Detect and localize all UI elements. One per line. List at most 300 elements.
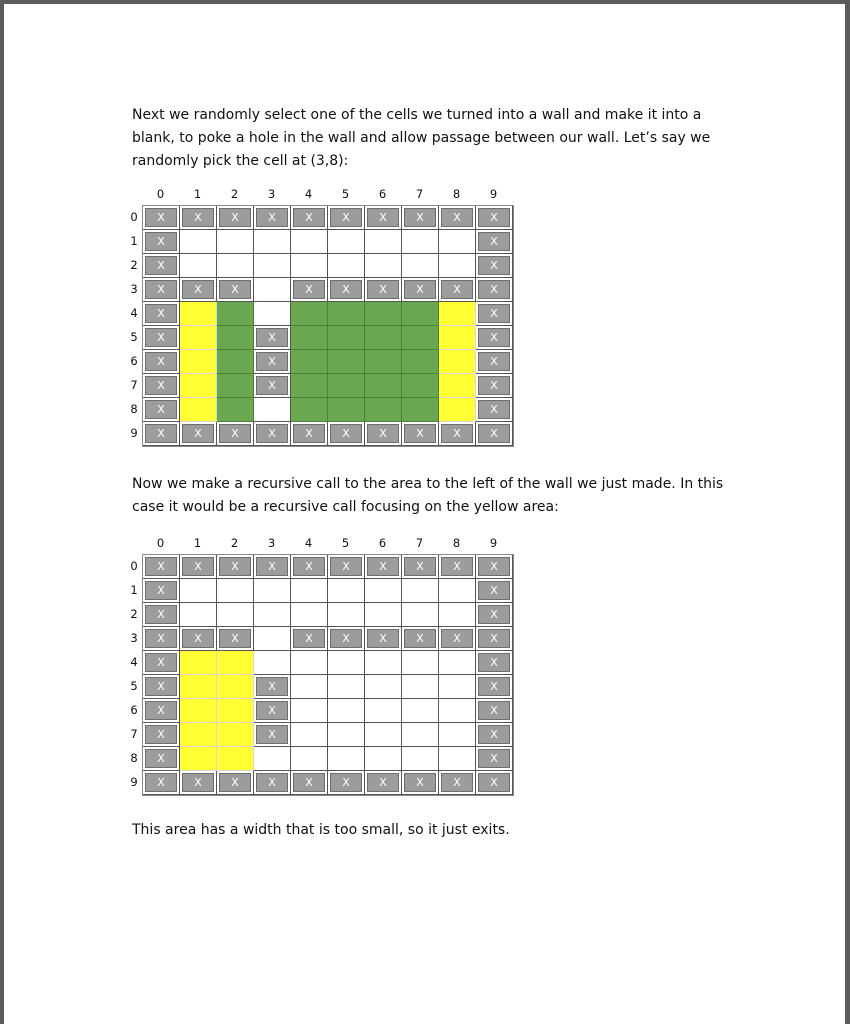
blank-cell xyxy=(365,603,402,627)
green-area-cell xyxy=(328,326,365,350)
wall-cell xyxy=(476,771,513,795)
row-label: 2 xyxy=(130,607,138,621)
blank-cell xyxy=(439,723,476,747)
yellow-area-cell xyxy=(439,350,476,374)
green-area-cell xyxy=(365,302,402,326)
wall-cell xyxy=(254,771,291,795)
blank-cell xyxy=(365,723,402,747)
wall-mark: X xyxy=(256,352,288,371)
wall-cell xyxy=(180,771,217,795)
yellow-area-cell xyxy=(180,374,217,398)
wall-mark: X xyxy=(293,629,325,648)
yellow-area-cell xyxy=(439,302,476,326)
wall-mark: X xyxy=(145,605,177,624)
wall-mark: X xyxy=(441,557,473,576)
green-area-cell xyxy=(328,398,365,422)
wall-mark: X xyxy=(404,208,436,227)
wall-mark: X xyxy=(219,280,251,299)
row-label: 0 xyxy=(130,559,138,573)
wall-cell xyxy=(143,302,180,326)
blank-cell xyxy=(254,278,291,302)
wall-cell xyxy=(143,555,180,579)
blank-cell xyxy=(180,254,217,278)
wall-cell xyxy=(291,278,328,302)
column-label: 4 xyxy=(304,187,313,201)
blank-cell xyxy=(365,651,402,675)
wall-mark: X xyxy=(145,581,177,600)
wall-cell xyxy=(217,555,254,579)
yellow-area-cell xyxy=(180,326,217,350)
wall-mark: X xyxy=(478,701,510,720)
yellow-area-cell xyxy=(180,398,217,422)
grid-board xyxy=(142,205,514,447)
green-area-cell xyxy=(291,326,328,350)
wall-mark: X xyxy=(367,629,399,648)
paragraph-line: Next we randomly select one of the cells we turned into a wall and make it into a xyxy=(132,107,702,123)
wall-cell xyxy=(143,651,180,675)
wall-cell xyxy=(291,627,328,651)
wall-mark: X xyxy=(478,653,510,672)
blank-cell xyxy=(328,579,365,603)
wall-mark: X xyxy=(293,424,325,443)
wall-mark: X xyxy=(219,208,251,227)
wall-cell xyxy=(180,206,217,230)
wall-mark: X xyxy=(404,280,436,299)
wall-mark: X xyxy=(367,557,399,576)
wall-cell xyxy=(217,206,254,230)
green-area-cell xyxy=(328,374,365,398)
blank-cell xyxy=(328,675,365,699)
wall-cell xyxy=(143,579,180,603)
wall-mark: X xyxy=(256,376,288,395)
column-label: 2 xyxy=(230,536,239,550)
column-label: 8 xyxy=(452,536,461,550)
wall-mark: X xyxy=(256,208,288,227)
blank-cell xyxy=(439,699,476,723)
wall-mark: X xyxy=(478,376,510,395)
blank-cell xyxy=(365,579,402,603)
wall-cell xyxy=(143,326,180,350)
blank-cell xyxy=(439,254,476,278)
wall-cell xyxy=(291,422,328,446)
wall-mark: X xyxy=(145,677,177,696)
yellow-area-cell xyxy=(180,675,217,699)
wall-cell xyxy=(143,230,180,254)
wall-mark: X xyxy=(219,424,251,443)
blank-cell xyxy=(254,651,291,675)
column-label: 7 xyxy=(415,187,424,201)
row-label: 5 xyxy=(130,330,138,344)
wall-mark: X xyxy=(478,208,510,227)
blank-cell xyxy=(402,254,439,278)
blank-cell xyxy=(439,675,476,699)
blank-cell xyxy=(402,699,439,723)
column-label: 4 xyxy=(304,536,313,550)
wall-cell xyxy=(365,555,402,579)
wall-cell xyxy=(439,771,476,795)
blank-cell xyxy=(254,254,291,278)
blank-cell xyxy=(328,699,365,723)
blank-cell xyxy=(254,230,291,254)
wall-mark: X xyxy=(145,328,177,347)
wall-cell xyxy=(217,422,254,446)
wall-mark: X xyxy=(478,629,510,648)
wall-cell xyxy=(476,747,513,771)
yellow-area-cell xyxy=(180,723,217,747)
wall-cell xyxy=(254,326,291,350)
wall-cell xyxy=(476,206,513,230)
wall-cell xyxy=(402,555,439,579)
wall-mark: X xyxy=(293,773,325,792)
row-label: 8 xyxy=(130,402,138,416)
blank-cell xyxy=(254,398,291,422)
wall-mark: X xyxy=(404,629,436,648)
blank-cell xyxy=(365,699,402,723)
yellow-area-cell xyxy=(217,747,254,771)
wall-mark: X xyxy=(441,208,473,227)
wall-cell xyxy=(476,723,513,747)
wall-mark: X xyxy=(145,208,177,227)
wall-cell xyxy=(180,278,217,302)
blank-cell xyxy=(291,230,328,254)
wall-cell xyxy=(254,723,291,747)
green-area-cell xyxy=(365,350,402,374)
wall-mark: X xyxy=(256,328,288,347)
wall-mark: X xyxy=(478,581,510,600)
wall-cell xyxy=(254,555,291,579)
wall-cell xyxy=(328,422,365,446)
blank-cell xyxy=(328,603,365,627)
wall-cell xyxy=(476,579,513,603)
yellow-area-cell xyxy=(217,675,254,699)
green-area-cell xyxy=(291,398,328,422)
green-area-cell xyxy=(402,374,439,398)
wall-cell xyxy=(365,206,402,230)
wall-cell xyxy=(291,771,328,795)
row-label: 3 xyxy=(130,282,138,296)
blank-cell xyxy=(180,603,217,627)
column-label: 6 xyxy=(378,536,387,550)
wall-cell xyxy=(476,422,513,446)
green-area-cell xyxy=(291,374,328,398)
blank-cell xyxy=(217,254,254,278)
wall-cell xyxy=(291,555,328,579)
grid-board xyxy=(142,554,514,796)
maze-grid-1 xyxy=(128,187,528,445)
yellow-area-cell xyxy=(180,651,217,675)
wall-cell xyxy=(143,422,180,446)
yellow-area-cell xyxy=(217,723,254,747)
wall-mark: X xyxy=(478,256,510,275)
wall-cell xyxy=(476,254,513,278)
blank-cell xyxy=(217,579,254,603)
wall-cell xyxy=(143,723,180,747)
wall-cell xyxy=(143,278,180,302)
green-area-cell xyxy=(402,326,439,350)
paragraph-line: blank, to poke a hole in the wall and allow passage between our wall. Let’s say we xyxy=(132,130,711,146)
wall-cell xyxy=(328,278,365,302)
wall-mark: X xyxy=(219,773,251,792)
wall-cell xyxy=(439,555,476,579)
wall-cell xyxy=(476,326,513,350)
blank-cell xyxy=(402,230,439,254)
yellow-area-cell xyxy=(439,374,476,398)
blank-cell xyxy=(402,675,439,699)
paragraph-intro xyxy=(132,104,752,173)
blank-cell xyxy=(291,699,328,723)
wall-mark: X xyxy=(182,280,214,299)
wall-mark: X xyxy=(293,280,325,299)
wall-cell xyxy=(476,302,513,326)
wall-mark: X xyxy=(478,773,510,792)
yellow-area-cell xyxy=(180,302,217,326)
wall-mark: X xyxy=(404,557,436,576)
wall-mark: X xyxy=(256,424,288,443)
column-label: 5 xyxy=(341,536,350,550)
paragraph-line: randomly pick the cell at (3,8): xyxy=(132,153,349,169)
wall-cell xyxy=(476,374,513,398)
row-label: 1 xyxy=(130,583,138,597)
column-label: 9 xyxy=(489,187,498,201)
green-area-cell xyxy=(217,398,254,422)
column-label: 8 xyxy=(452,187,461,201)
wall-mark: X xyxy=(478,749,510,768)
wall-cell xyxy=(365,771,402,795)
wall-cell xyxy=(143,206,180,230)
row-label: 0 xyxy=(130,210,138,224)
wall-cell xyxy=(476,627,513,651)
row-label: 3 xyxy=(130,631,138,645)
row-label: 9 xyxy=(130,775,138,789)
wall-mark: X xyxy=(478,605,510,624)
wall-cell xyxy=(180,627,217,651)
blank-cell xyxy=(291,254,328,278)
wall-mark: X xyxy=(256,773,288,792)
yellow-area-cell xyxy=(439,326,476,350)
wall-cell xyxy=(143,350,180,374)
wall-cell xyxy=(476,278,513,302)
blank-cell xyxy=(291,675,328,699)
column-label: 7 xyxy=(415,536,424,550)
blank-cell xyxy=(291,651,328,675)
wall-mark: X xyxy=(256,677,288,696)
blank-cell xyxy=(439,603,476,627)
column-label: 3 xyxy=(267,536,276,550)
yellow-area-cell xyxy=(217,699,254,723)
wall-cell xyxy=(439,278,476,302)
green-area-cell xyxy=(217,326,254,350)
wall-cell xyxy=(217,627,254,651)
green-area-cell xyxy=(365,326,402,350)
blank-cell xyxy=(328,254,365,278)
wall-mark: X xyxy=(182,773,214,792)
wall-cell xyxy=(217,771,254,795)
paragraph-exit xyxy=(132,819,752,842)
wall-mark: X xyxy=(330,280,362,299)
blank-cell xyxy=(217,230,254,254)
wall-mark: X xyxy=(478,328,510,347)
blank-cell xyxy=(291,579,328,603)
wall-mark: X xyxy=(478,400,510,419)
green-area-cell xyxy=(328,302,365,326)
wall-mark: X xyxy=(330,629,362,648)
wall-mark: X xyxy=(145,400,177,419)
wall-mark: X xyxy=(441,280,473,299)
wall-mark: X xyxy=(367,424,399,443)
wall-mark: X xyxy=(478,232,510,251)
blank-cell xyxy=(365,230,402,254)
wall-mark: X xyxy=(404,424,436,443)
wall-mark: X xyxy=(293,208,325,227)
wall-cell xyxy=(365,278,402,302)
green-area-cell xyxy=(291,302,328,326)
column-label: 9 xyxy=(489,536,498,550)
wall-mark: X xyxy=(367,208,399,227)
wall-cell xyxy=(254,206,291,230)
green-area-cell xyxy=(365,374,402,398)
wall-mark: X xyxy=(478,557,510,576)
wall-cell xyxy=(143,699,180,723)
blank-cell xyxy=(217,603,254,627)
wall-cell xyxy=(328,206,365,230)
wall-cell xyxy=(254,675,291,699)
wall-cell xyxy=(291,206,328,230)
row-label: 7 xyxy=(130,727,138,741)
wall-cell xyxy=(365,422,402,446)
wall-cell xyxy=(365,627,402,651)
blank-cell xyxy=(402,723,439,747)
wall-cell xyxy=(402,206,439,230)
blank-cell xyxy=(439,579,476,603)
wall-cell xyxy=(476,555,513,579)
wall-mark: X xyxy=(441,424,473,443)
wall-cell xyxy=(180,422,217,446)
wall-mark: X xyxy=(330,424,362,443)
column-label: 0 xyxy=(156,187,165,201)
wall-mark: X xyxy=(478,304,510,323)
paragraph-line: Now we make a recursive call to the area to the left of the wall we just made. In this xyxy=(132,476,724,492)
wall-mark: X xyxy=(145,304,177,323)
wall-mark: X xyxy=(145,352,177,371)
column-label: 1 xyxy=(193,187,202,201)
row-label: 7 xyxy=(130,378,138,392)
yellow-area-cell xyxy=(217,651,254,675)
wall-mark: X xyxy=(182,424,214,443)
wall-mark: X xyxy=(145,232,177,251)
wall-cell xyxy=(476,350,513,374)
maze-grid-2 xyxy=(128,536,528,794)
blank-cell xyxy=(180,579,217,603)
green-area-cell xyxy=(217,374,254,398)
wall-mark: X xyxy=(330,557,362,576)
row-label: 9 xyxy=(130,426,138,440)
paragraph-line: case it would be a recursive call focusing on the yellow area: xyxy=(132,499,559,515)
yellow-area-cell xyxy=(180,747,217,771)
wall-cell xyxy=(143,627,180,651)
green-area-cell xyxy=(402,302,439,326)
wall-mark: X xyxy=(478,677,510,696)
column-label: 6 xyxy=(378,187,387,201)
wall-mark: X xyxy=(478,280,510,299)
blank-cell xyxy=(439,651,476,675)
wall-mark: X xyxy=(367,773,399,792)
wall-cell xyxy=(143,771,180,795)
wall-mark: X xyxy=(145,256,177,275)
wall-cell xyxy=(476,675,513,699)
blank-cell xyxy=(365,747,402,771)
paragraph-line: This area has a width that is too small, so it just exits. xyxy=(132,822,510,838)
blank-cell xyxy=(291,747,328,771)
row-label: 8 xyxy=(130,751,138,765)
wall-mark: X xyxy=(145,280,177,299)
wall-mark: X xyxy=(219,557,251,576)
wall-cell xyxy=(439,206,476,230)
blank-cell xyxy=(291,723,328,747)
wall-cell xyxy=(217,278,254,302)
wall-mark: X xyxy=(145,629,177,648)
wall-mark: X xyxy=(478,725,510,744)
yellow-area-cell xyxy=(439,398,476,422)
wall-cell xyxy=(254,374,291,398)
green-area-cell xyxy=(402,350,439,374)
wall-cell xyxy=(439,627,476,651)
row-label: 6 xyxy=(130,703,138,717)
wall-cell xyxy=(439,422,476,446)
paragraph-recursive-call xyxy=(132,473,752,519)
blank-cell xyxy=(328,651,365,675)
column-label: 3 xyxy=(267,187,276,201)
blank-cell xyxy=(365,254,402,278)
blank-cell xyxy=(254,302,291,326)
blank-cell xyxy=(291,603,328,627)
wall-mark: X xyxy=(145,773,177,792)
row-label: 6 xyxy=(130,354,138,368)
wall-cell xyxy=(402,627,439,651)
wall-cell xyxy=(328,771,365,795)
blank-cell xyxy=(328,723,365,747)
column-label: 5 xyxy=(341,187,350,201)
green-area-cell xyxy=(365,398,402,422)
wall-mark: X xyxy=(256,701,288,720)
row-label: 4 xyxy=(130,306,138,320)
wall-cell xyxy=(180,555,217,579)
wall-mark: X xyxy=(256,725,288,744)
row-label: 4 xyxy=(130,655,138,669)
blank-cell xyxy=(439,747,476,771)
wall-cell xyxy=(328,555,365,579)
wall-mark: X xyxy=(478,424,510,443)
wall-cell xyxy=(254,350,291,374)
wall-cell xyxy=(476,398,513,422)
blank-cell xyxy=(180,230,217,254)
green-area-cell xyxy=(291,350,328,374)
row-label: 5 xyxy=(130,679,138,693)
column-label: 2 xyxy=(230,187,239,201)
blank-cell xyxy=(402,603,439,627)
wall-mark: X xyxy=(219,629,251,648)
wall-cell xyxy=(476,603,513,627)
column-label: 0 xyxy=(156,536,165,550)
blank-cell xyxy=(402,651,439,675)
row-label: 1 xyxy=(130,234,138,248)
blank-cell xyxy=(402,747,439,771)
blank-cell xyxy=(254,627,291,651)
wall-mark: X xyxy=(330,208,362,227)
yellow-area-cell xyxy=(180,699,217,723)
blank-cell xyxy=(328,230,365,254)
wall-cell xyxy=(328,627,365,651)
green-area-cell xyxy=(217,350,254,374)
